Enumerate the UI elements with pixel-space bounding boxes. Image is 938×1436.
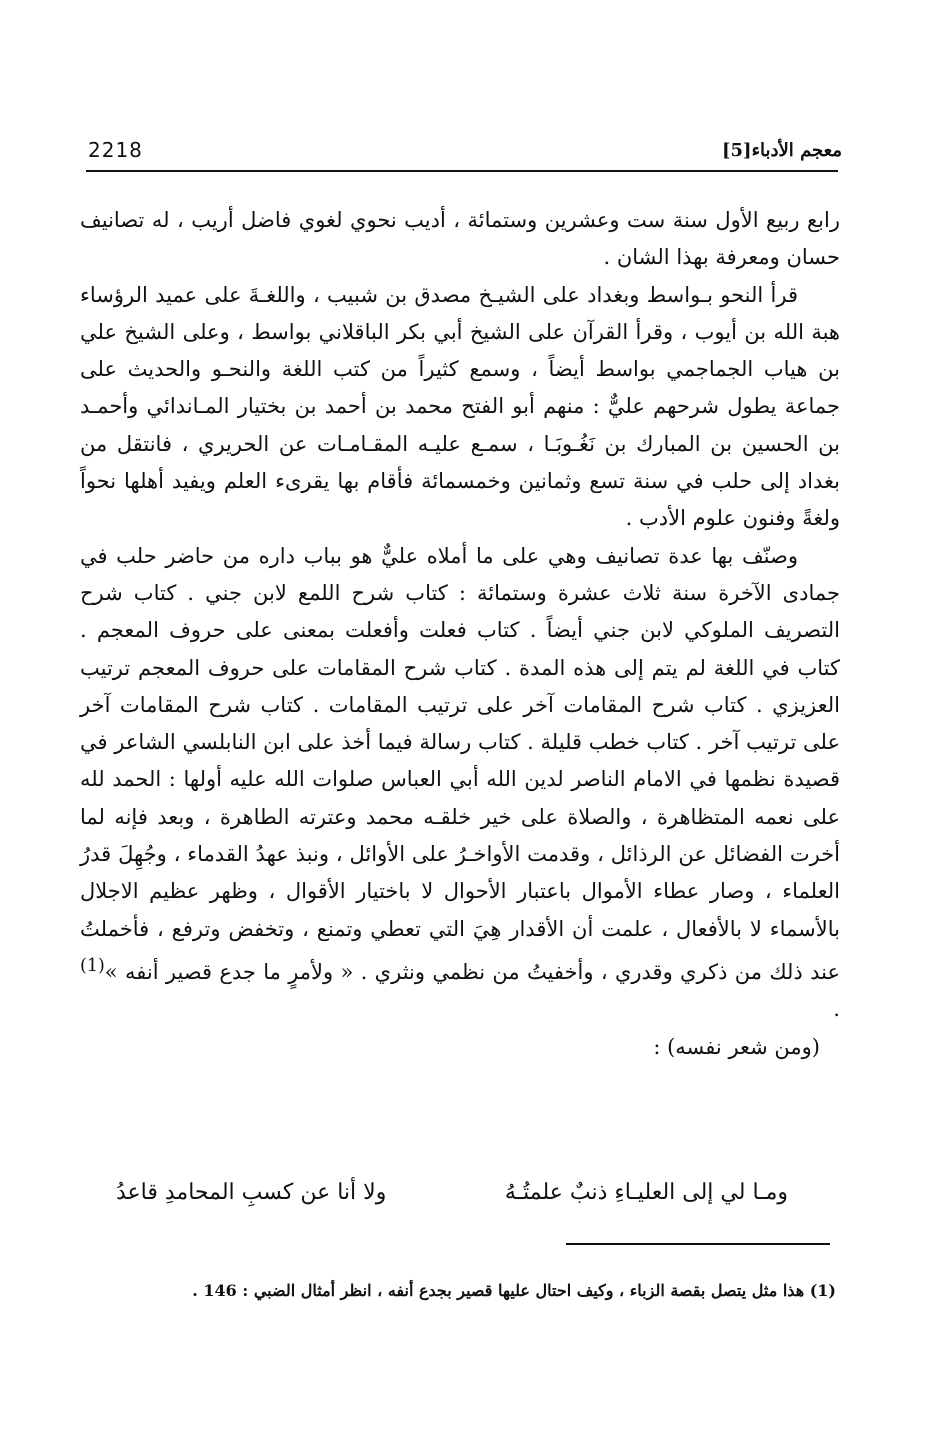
paragraph-1: رابع ربيع الأول سنة ست وعشرين وستمائة ، أديب نحوي لغوي فاضل أريب ، له تصانيف حسان ومعرفة بهذا الشان . — [80, 208, 840, 270]
running-title: معجم الأدباء[5] — [721, 140, 842, 161]
page-number: 2218 — [88, 138, 143, 162]
body-text — [80, 202, 840, 1066]
poem-verse — [116, 1180, 788, 1220]
paragraph-3 — [80, 538, 840, 1029]
footnote-ref: (1) — [80, 955, 105, 976]
verse-hemistich-1: ومـا لي إلى العليـاءِ ذنبٌ علمتُـهُ — [504, 1180, 788, 1205]
footnote: (1) هذا مثل يتصل بقصة الزباء ، وكيف احتال عليها قصير بجدع أنفه ، انظر أمثال الضبي : 146 . — [192, 1281, 836, 1300]
paragraph-3-text: وصنّف بها عدة تصانيف وهي على ما أملاه عليٌّ هو بباب داره من حاضر حلب في جمادى الآخرة سنة ثلاث عشرة وستمائة : كتاب شرح اللمع لابن جني . كتاب شرح التصريف الملوكي لابن جني أيضاً . كتاب فعلت وأفعلت بمعنى على حروف المعجم . كتاب في اللغة لم يتم إلى هذه المدة . كتاب شرح المقامات على حروف المعجم ترتيب العزيزي . كتاب شرح المقامات آخر على ترتيب المقامات . كتاب شرح المقامات آخر على ترتيب آخر . كتاب خطب قليلة . كتاب رسالة فيما أخذ على ابن النابلسي الشاعر في قصيدة نظمها في الامام الناصر لدين الله أبي العباس صلوات الله عليه أولها : الحمد لله على نعمه المتظاهرة ، والصلاة على خير خلقـه محمد وعترته الطاهرة ، وبعد فإنه لما أخرت الفضائل عن الرذائل ، وقدمت الأواخـرُ على الأوائل ، ونبذ عهدُ القدماء ، وجُهِلَ قدرُ العلماء ، وصار عطاء الأموال باعتبار الأحوال لا باختيار الأقوال ، وظهر عظيم الاجلال بالأسماء لا بالأفعال ، علمت أن الأقدار هِيَ التي تعطي وتمنع ، وتخفض وترفع ، فأخملتُ عند ذلك من ذكري وقدري ، وأخفيتُ من نظمي ونثري . « ولأمرٍ ما جدع قصير أنفه » — [80, 543, 840, 984]
header-rule — [86, 170, 838, 172]
verse-hemistich-2: ولا أنا عن كسبِ المحامدِ قاعدُ — [116, 1180, 387, 1205]
poem-intro: (ومن شعر نفسه) : — [653, 1034, 820, 1059]
paragraph-2: قرأ النحو بـواسط وبغداد على الشيـخ مصدق بن شبيب ، واللغـةَ على عميد الرؤساء هبة الله بن أيوب ، وقرأ القرآن على الشيخ أبي بكر الباقلاني بواسط ، وعلى الشيخ علي بن هياب الجماجمي بواسط أيضاً ، وسمع كثيراً من كتب اللغة والنحـو والحديث على جماعة يطول شرحهم عليٌّ : منهم أبو الفتح محمد بن أحمد بن بختيار المـاندائي وأحمـد بن الحسين بن المبارك بن نَغُـوبَـا ، سمـع عليـه المقـامـات عن الحريري ، فانتقل من بغداد إلى حلب في سنة تسع وثمانين وخمسمائة فأقام بها يقرىء العلم ويفيد أهلها نحواً ولغةً وفنون علوم الأدب . — [80, 282, 840, 531]
paragraph-3-end: . — [833, 997, 840, 1022]
running-header — [86, 136, 842, 166]
footnote-rule — [566, 1243, 830, 1245]
